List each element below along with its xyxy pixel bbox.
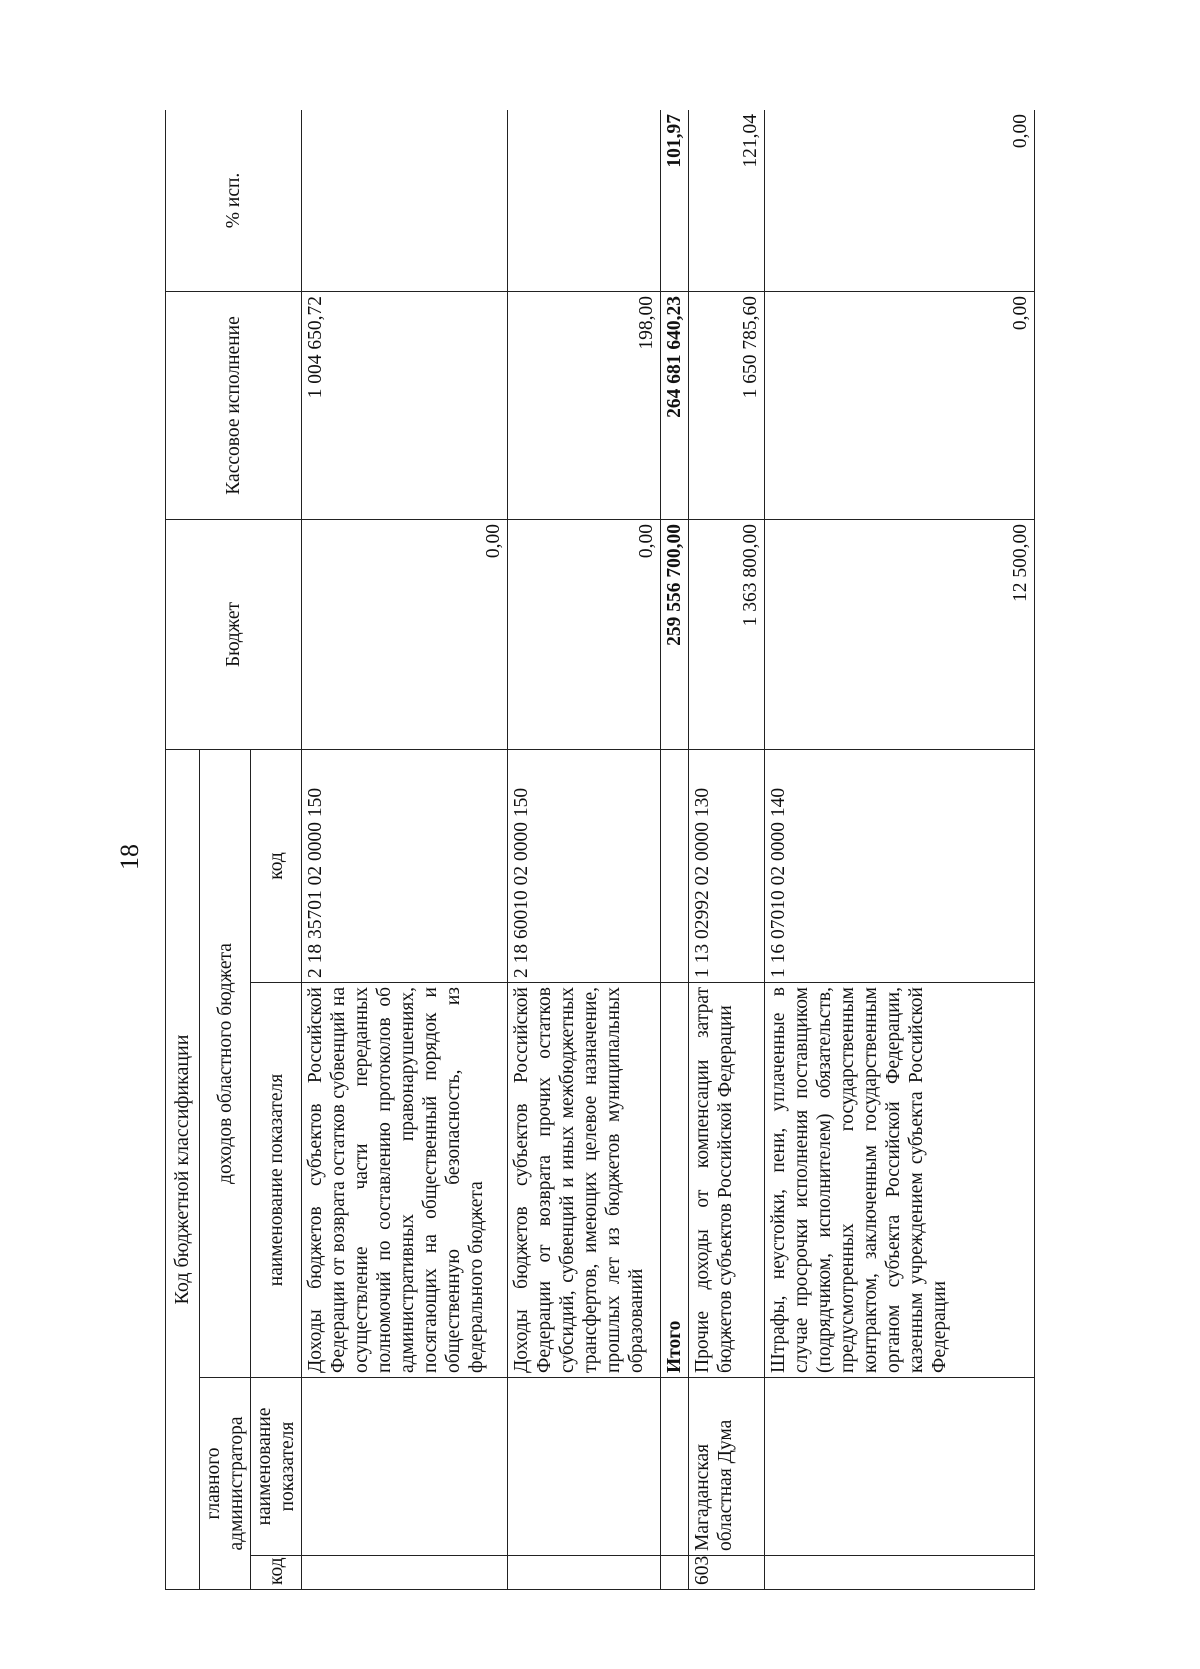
header-admin-code: код bbox=[251, 1556, 302, 1590]
cash-cell: 1 004 650,72 bbox=[302, 291, 508, 519]
budget-cell: 0,00 bbox=[508, 519, 661, 749]
page-number: 18 bbox=[115, 844, 144, 870]
header-admin-group: главного администратора bbox=[200, 1378, 251, 1590]
table-row-total bbox=[661, 110, 689, 1590]
cash-cell: 1 650 785,60 bbox=[689, 291, 765, 519]
admin-name-cell bbox=[765, 1378, 1035, 1556]
header-revenue-name: наименование показателя bbox=[251, 983, 302, 1378]
revenue-code-cell: 1 16 07010 02 0000 140 bbox=[765, 749, 1035, 982]
header-admin-name: наименование показателя bbox=[251, 1378, 302, 1556]
budget-cell: 1 363 800,00 bbox=[689, 519, 765, 749]
admin-code-cell: 603 bbox=[689, 1556, 765, 1590]
rotated-table-frame bbox=[165, 110, 1035, 1590]
admin-name-cell bbox=[302, 1378, 508, 1556]
header-revenue-group: доходов областного бюджета bbox=[200, 749, 251, 1377]
total-label: Итого bbox=[661, 983, 689, 1378]
admin-code-cell bbox=[508, 1556, 661, 1590]
revenue-name-cell: Штрафы, неустойки, пени, уплаченные в случае просрочки исполнения поставщиком (подрядчиком, исполнителем) обязательств, предусмотренных государственным контрактом, заключенным государственным органом субъекта Российской Федерации, казенным учреждением субъекта Российской Федерации bbox=[765, 983, 1035, 1378]
percent-cell: 121,04 bbox=[689, 110, 765, 291]
total-cash: 264 681 640,23 bbox=[661, 291, 689, 519]
total-percent: 101,97 bbox=[661, 110, 689, 291]
admin-code-cell bbox=[765, 1556, 1035, 1590]
cash-cell: 0,00 bbox=[765, 291, 1035, 519]
revenue-code-cell: 2 18 35701 02 0000 150 bbox=[302, 749, 508, 982]
header-cash: Кассовое исполнение bbox=[166, 291, 302, 519]
revenue-code-cell: 2 18 60010 02 0000 150 bbox=[508, 749, 661, 982]
header-classification: Код бюджетной классификации bbox=[166, 749, 200, 1589]
admin-name-cell bbox=[508, 1378, 661, 1556]
budget-table bbox=[165, 110, 1035, 1590]
table-rotor bbox=[165, 110, 1035, 1590]
header-budget: Бюджет bbox=[166, 519, 302, 749]
table-row bbox=[765, 110, 1035, 1590]
revenue-code-cell: 1 13 02992 02 0000 130 bbox=[689, 749, 765, 982]
admin-code-cell bbox=[661, 1556, 689, 1590]
revenue-name-cell: Доходы бюджетов субъектов Российской Федерации от возврата прочих остатков субсидий, субвенций и иных межбюджетных трансфертов, имеющих целевое назначение, прошлых лет из бюджетов муниципальных образований bbox=[508, 983, 661, 1378]
budget-cell: 0,00 bbox=[302, 519, 508, 749]
percent-cell bbox=[508, 110, 661, 291]
cash-cell: 198,00 bbox=[508, 291, 661, 519]
header-percent: % исп. bbox=[166, 110, 302, 291]
revenue-code-cell bbox=[661, 749, 689, 982]
table-row bbox=[508, 110, 661, 1590]
total-budget: 259 556 700,00 bbox=[661, 519, 689, 749]
percent-cell: 0,00 bbox=[765, 110, 1035, 291]
revenue-name-cell: Доходы бюджетов субъектов Российской Федерации от возврата остатков субвенций на осуществление части переданных полномочий по составлению протоколов об административных правонарушениях, посягающих на общественный порядок и общественную безопасность, из федерального бюджета bbox=[302, 983, 508, 1378]
table-row bbox=[689, 110, 765, 1590]
header-revenue-code: код bbox=[251, 749, 302, 982]
table-row bbox=[302, 110, 508, 1590]
budget-cell: 12 500,00 bbox=[765, 519, 1035, 749]
admin-code-cell bbox=[302, 1556, 508, 1590]
admin-name-cell bbox=[661, 1378, 689, 1556]
percent-cell bbox=[302, 110, 508, 291]
admin-name-cell: Магаданская областная Дума bbox=[689, 1378, 765, 1556]
revenue-name-cell: Прочие доходы от компенсации затрат бюджетов субъектов Российской Федерации bbox=[689, 983, 765, 1378]
